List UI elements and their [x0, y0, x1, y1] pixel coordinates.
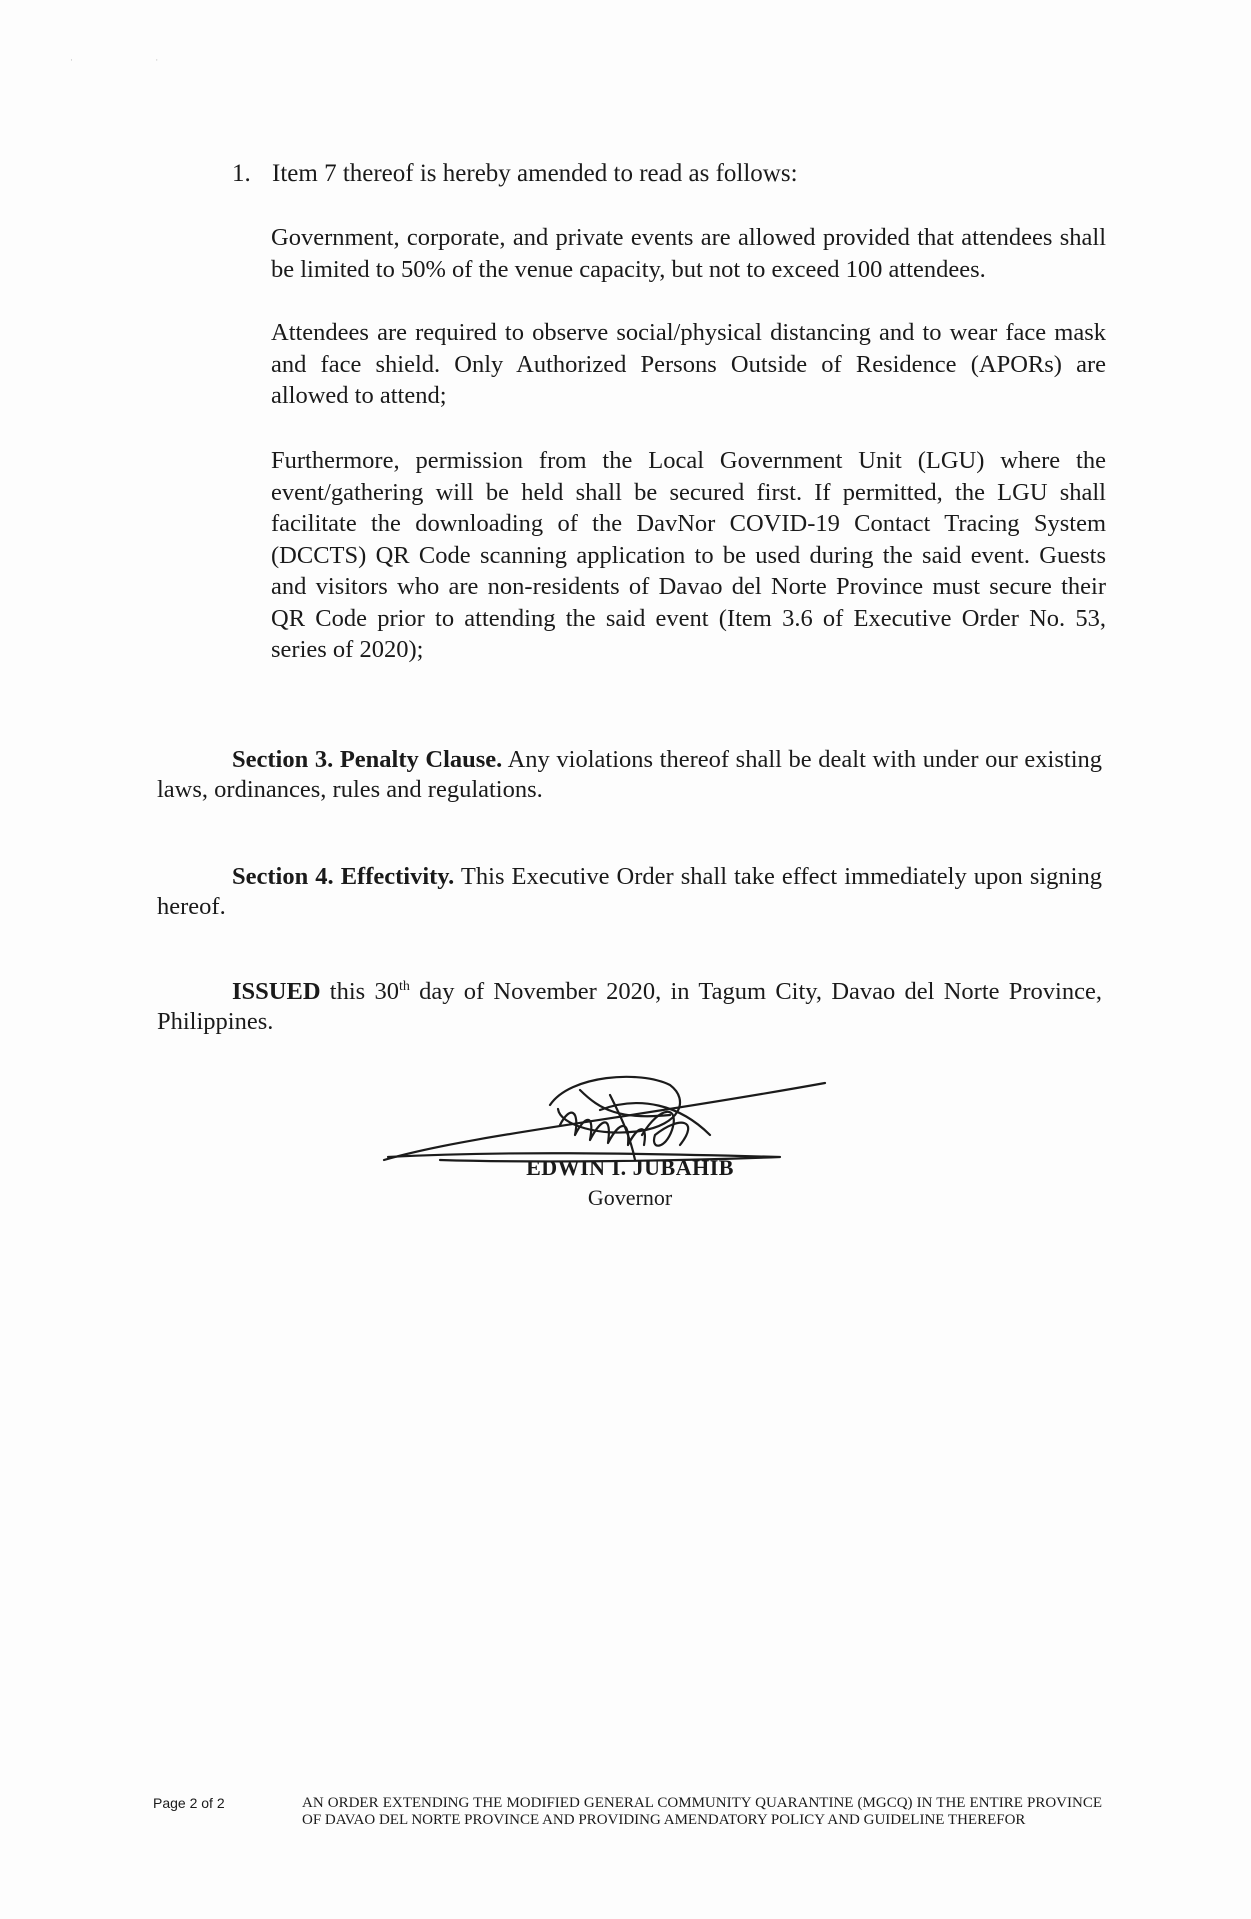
- footer-order-title: AN ORDER EXTENDING THE MODIFIED GENERAL COMMUNITY QUARANTINE (MGCQ) IN THE ENTIRE PROVINCE OF DAVAO DEL NORTE PROVINCE AND PROVIDING AMENDATORY POLICY AND GUIDELINE THEREFOR: [302, 1795, 1102, 1828]
- paragraph-events: Government, corporate, and private events are allowed provided that attendees shall be limited to 50% of the venue capacity, but not to exceed 100 attendees.: [271, 224, 1106, 283]
- issued-day-suffix: th: [398, 978, 410, 994]
- section-3-text: Any violations thereof shall be dealt with under our existing laws, ordinances, rules and regulations.: [157, 746, 1102, 803]
- scan-artifact: · ·: [70, 55, 199, 65]
- item-text: Item 7 thereof is hereby amended to read as follows:: [272, 160, 798, 187]
- section-4-heading: Section 4. Effectivity.: [232, 863, 455, 890]
- issued-before-day: this 30: [320, 978, 399, 1005]
- section-effectivity: [157, 862, 1102, 922]
- amendment-item: [232, 160, 798, 188]
- item-number: 1.: [232, 160, 251, 187]
- paragraph-lgu-permission: Furthermore, permission from the Local Government Unit (LGU) where the event/gathering will be held shall be secured first. If permitted, the LGU shall facilitate the downloading of the DavNor COVID-19 Contact Tracing System (DCCTS) QR Code scanning application to be used during the said event. Guests and visitors who are non-residents of Davao del Norte Province must secure their QR Code prior to attending the said event (Item 3.6 of Executive Order No. 53, series of 2020);: [271, 447, 1106, 663]
- section-penalty-clause: [157, 745, 1102, 805]
- issued-keyword: ISSUED: [232, 978, 321, 1005]
- paragraph-attendees: Attendees are required to observe social/physical distancing and to wear face mask and face shield. Only Authorized Persons Outside of Residence (APORs) are allowed to attend;: [271, 319, 1106, 409]
- signatory-name: EDWIN I. JUBAHIB: [526, 1155, 734, 1180]
- section-4-text: This Executive Order shall take effect immediately upon signing hereof.: [157, 863, 1102, 920]
- footer-page-label: Page 2 of 2: [153, 1795, 225, 1811]
- issued-after-day: day of November 2020, in Tagum City, Davao del Norte Province, Philippines.: [157, 978, 1102, 1035]
- section-3-heading: Section 3. Penalty Clause.: [232, 746, 503, 773]
- issued-statement: [157, 977, 1102, 1037]
- signatory-title: Governor: [587, 1185, 673, 1210]
